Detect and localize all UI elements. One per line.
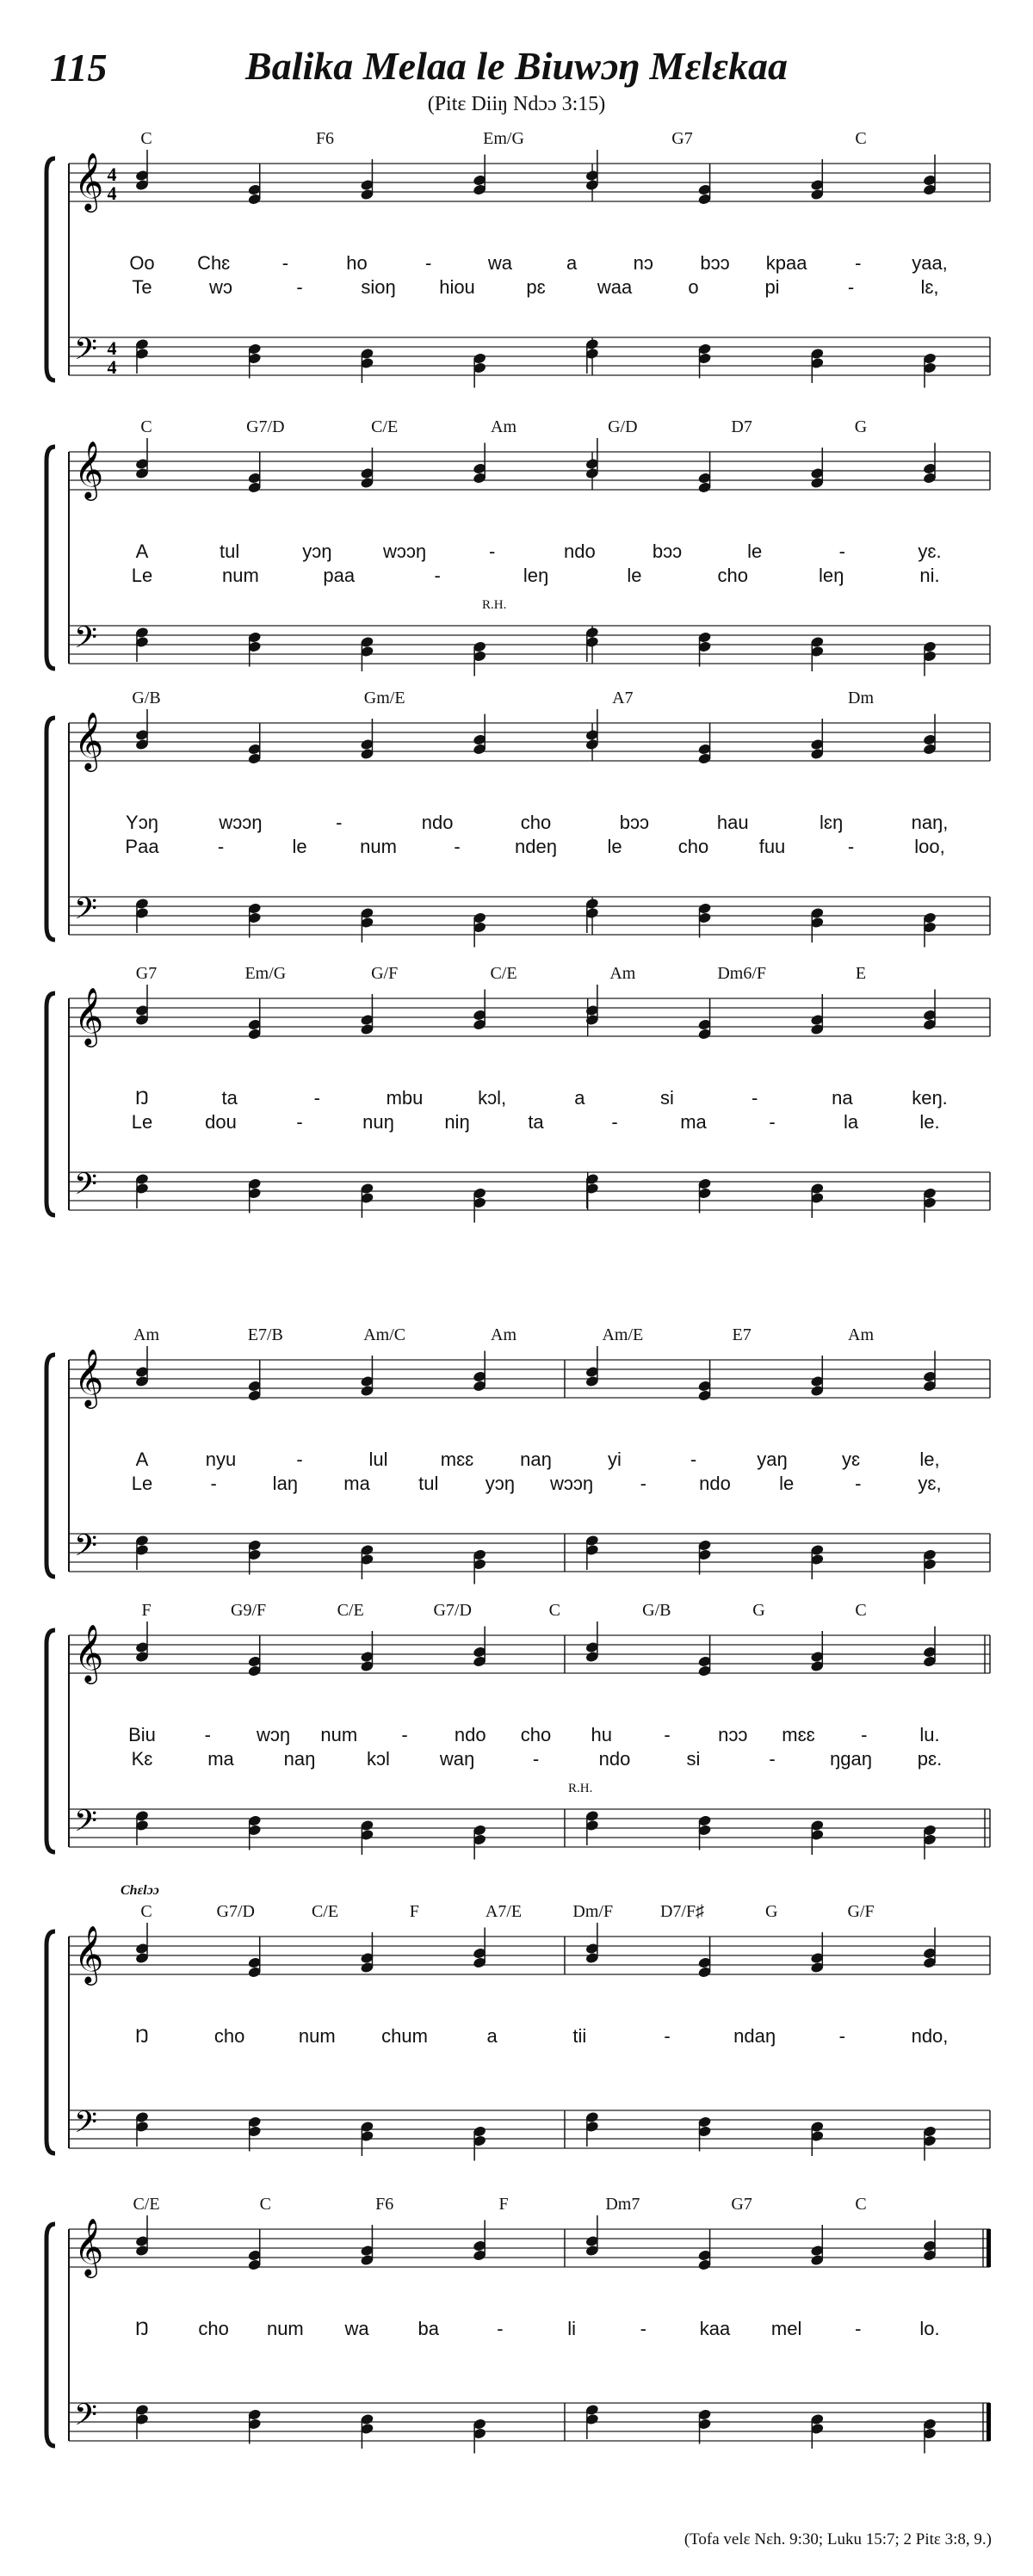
lyric-verse-1: - xyxy=(281,252,289,274)
lyric-verse-2: le xyxy=(779,1473,795,1494)
lyric-verse-1: kpaa xyxy=(765,252,807,274)
lyric-verse-2: pɛ xyxy=(526,276,546,298)
lyric-verse-2: leŋ xyxy=(818,565,844,586)
chord-symbol: Am xyxy=(491,417,516,436)
chord-symbol: Am xyxy=(848,1325,874,1344)
lyric-verse-2: ma xyxy=(343,1473,370,1494)
staff-graphics xyxy=(0,129,1033,413)
lyric-verse-1: tul xyxy=(220,541,240,562)
lyric-verse-2: le xyxy=(607,836,622,857)
lyric-verse-2: - xyxy=(296,276,303,298)
cross-references: (Tofa velɛ Nɛh. 9:30; Luku 15:7; 2 Pitɛ 3:8, 9.) xyxy=(684,2530,992,2548)
bass-clef-icon: 𝄢 xyxy=(74,1803,98,1845)
chord-symbol: C xyxy=(140,129,152,148)
lyric-verse-2: wɔɔŋ xyxy=(550,1473,594,1494)
lyric-verse-2: Le xyxy=(131,1473,153,1494)
lyric-verse-1: - xyxy=(855,2318,862,2339)
lyric-verse-1: wɔŋ xyxy=(256,1724,291,1745)
chord-symbol: C xyxy=(855,129,867,148)
lyric-verse-1: na xyxy=(832,1087,853,1109)
lyric-verse-2: pi xyxy=(764,276,780,298)
lyric-verse-2: niŋ xyxy=(444,1111,470,1133)
lyric-verse-2: le. xyxy=(919,1111,940,1133)
lyric-verse-2: loo, xyxy=(914,836,945,857)
lyric-verse-1: A xyxy=(135,541,149,562)
lyric-verse-2: num xyxy=(221,565,259,586)
lyric-verse-1: hu xyxy=(591,1724,612,1745)
bass-clef-icon: 𝄢 xyxy=(74,620,98,662)
score-system-4 xyxy=(0,964,1033,1248)
chord-symbol: C xyxy=(855,2195,867,2214)
staff-graphics xyxy=(0,964,1033,1248)
lyric-verse-1: mbu xyxy=(386,1087,424,1109)
chord-symbol: F6 xyxy=(315,129,335,148)
lyric-verse-1: tii xyxy=(572,2025,587,2047)
lyric-verse-2: kɔl xyxy=(367,1748,390,1770)
lyric-verse-2: o xyxy=(688,276,699,298)
system-bracket xyxy=(46,718,55,940)
chord-symbol: Am/E xyxy=(602,1325,644,1344)
final-barline xyxy=(987,2403,991,2441)
lyric-verse-2: - xyxy=(847,276,855,298)
lyric-verse-1: mɛɛ xyxy=(440,1449,474,1470)
treble-clef-icon: 𝄞 xyxy=(74,1623,104,1682)
chord-symbol: D7/F♯ xyxy=(659,1902,705,1921)
lyric-verse-1: Ŋ xyxy=(135,2318,149,2339)
lyric-verse-2: - xyxy=(855,1473,862,1494)
chord-symbol: Dm7 xyxy=(605,2195,640,2214)
lyric-verse-1: a xyxy=(566,252,578,274)
score-system-1 xyxy=(0,129,1033,413)
staff-graphics xyxy=(0,2195,1033,2479)
bass-clef-icon: 𝄢 xyxy=(74,2104,98,2147)
lyric-verse-2: nuŋ xyxy=(362,1111,394,1133)
chord-symbol: E7 xyxy=(732,1325,752,1344)
lyric-verse-1: Biu xyxy=(128,1724,156,1745)
lyric-verse-1: ndo, xyxy=(911,2025,949,2047)
lyric-verse-1: ndo xyxy=(454,1724,486,1745)
lyric-verse-1: - xyxy=(401,1724,408,1745)
chord-symbol: G/B xyxy=(642,1601,671,1620)
lyric-verse-1: Yɔŋ xyxy=(126,812,158,833)
lyric-verse-2: Le xyxy=(131,565,153,586)
lyric-verse-1: - xyxy=(488,541,496,562)
lyric-verse-2: yɛ, xyxy=(918,1473,942,1494)
score-system-6 xyxy=(0,1601,1033,1885)
lyric-verse-2: lɛ, xyxy=(920,276,939,298)
lyric-verse-2: ndo xyxy=(598,1748,631,1770)
lyric-verse-2: ta xyxy=(528,1111,544,1133)
lyric-verse-2: - xyxy=(847,836,855,857)
lyric-verse-2: pɛ. xyxy=(917,1748,943,1770)
lyric-verse-1: ndo xyxy=(421,812,454,833)
lyric-verse-2: Le xyxy=(131,1111,153,1133)
lyric-verse-2: ma xyxy=(680,1111,707,1133)
lyric-verse-1: yaŋ xyxy=(757,1449,788,1470)
chord-symbol: G xyxy=(854,417,868,436)
chord-symbol: F xyxy=(409,1902,419,1921)
chord-symbol: C/E xyxy=(371,417,399,436)
lyric-verse-2: ndeŋ xyxy=(515,836,557,857)
lyric-verse-1: wa xyxy=(487,252,512,274)
score-system-2 xyxy=(0,417,1033,701)
system-bracket xyxy=(46,158,55,380)
lyric-verse-1: Oo xyxy=(129,252,155,274)
lyric-verse-2: ni. xyxy=(919,565,940,586)
chord-symbol: G7 xyxy=(731,2195,752,2214)
lyric-verse-1: num xyxy=(320,1724,358,1745)
right-hand-marking: R.H. xyxy=(568,1782,593,1795)
chord-symbol: E7/B xyxy=(247,1325,283,1344)
lyric-verse-2: - xyxy=(210,1473,217,1494)
chord-symbol: G7/D xyxy=(216,1902,255,1921)
lyric-verse-2: si xyxy=(686,1748,701,1770)
lyric-verse-1: Ŋ xyxy=(135,2025,149,2047)
chord-symbol: Am xyxy=(133,1325,159,1344)
staff-graphics xyxy=(0,1325,1033,1609)
chord-symbol: E xyxy=(855,964,867,983)
chord-symbol: Am xyxy=(609,964,636,983)
lyric-verse-2: - xyxy=(769,1748,776,1770)
lyric-verse-1: lul xyxy=(368,1449,388,1470)
time-signature: 4 xyxy=(107,164,117,185)
lyric-verse-2: cho xyxy=(677,836,709,857)
lyric-verse-1: - xyxy=(640,2318,646,2339)
lyric-verse-2: le xyxy=(292,836,307,857)
treble-clef-icon: 𝄞 xyxy=(74,711,104,769)
system-bracket xyxy=(46,447,55,669)
lyric-verse-1: kaa xyxy=(699,2318,731,2339)
lyric-verse-1: Ŋ xyxy=(135,1087,149,1109)
lyric-verse-1: - xyxy=(296,1449,303,1470)
chord-symbol: C/E xyxy=(490,964,517,983)
chord-symbol: G9/F xyxy=(231,1601,267,1620)
chord-symbol: Dm6/F xyxy=(717,964,766,983)
lyric-verse-2: laŋ xyxy=(272,1473,299,1494)
lyric-verse-1: wɔɔŋ xyxy=(219,812,263,833)
lyric-verse-1: naŋ, xyxy=(911,812,949,833)
lyric-verse-1: Chɛ xyxy=(197,252,231,274)
chord-symbol: C xyxy=(140,1902,152,1921)
lyric-verse-1: lo. xyxy=(919,2318,940,2339)
lyric-verse-1: mɛɛ xyxy=(782,1724,815,1745)
lyric-verse-1: bɔɔ xyxy=(619,812,649,833)
hymn-title: Balika Melaa le Biuwɔŋ Mɛlɛkaa xyxy=(245,44,788,88)
lyric-verse-1: nɔ xyxy=(633,252,653,274)
lyric-verse-1: - xyxy=(425,252,432,274)
chord-symbol: G/D xyxy=(608,417,638,436)
scripture-reference: (Pitɛ Diiŋ Ndɔɔ 3:15) xyxy=(427,93,606,115)
lyric-verse-1: kɔl, xyxy=(478,1087,507,1109)
lyric-verse-1: nɔɔ xyxy=(718,1724,748,1745)
lyric-verse-1: le xyxy=(747,541,763,562)
final-barline xyxy=(987,2229,991,2267)
chord-symbol: G7/D xyxy=(433,1601,472,1620)
lyric-verse-2: Kɛ xyxy=(131,1748,153,1770)
lyric-verse-1: - xyxy=(497,2318,504,2339)
lyric-verse-1: - xyxy=(690,1449,697,1470)
chord-symbol: G/B xyxy=(132,689,161,707)
lyric-verse-2: ndo xyxy=(699,1473,731,1494)
time-signature: 4 xyxy=(107,356,117,378)
lyric-verse-2: ma xyxy=(207,1748,234,1770)
lyric-verse-1: yɛ. xyxy=(918,541,942,562)
chord-symbol: Dm xyxy=(848,689,874,707)
chord-symbol: D7 xyxy=(731,417,752,436)
lyric-verse-2: - xyxy=(296,1111,303,1133)
lyric-verse-2: fuu xyxy=(758,836,786,857)
lyric-verse-1: cho xyxy=(198,2318,229,2339)
lyric-verse-1: yaa, xyxy=(912,252,948,274)
treble-clef-icon: 𝄞 xyxy=(74,2217,104,2276)
lyric-verse-2: ŋgaŋ xyxy=(830,1748,872,1770)
chord-symbol: Dm/F xyxy=(572,1902,614,1921)
lyric-verse-1: hau xyxy=(716,812,749,833)
score-system-7 xyxy=(0,1883,1033,2186)
system-bracket xyxy=(46,1630,55,1852)
lyric-verse-2: - xyxy=(434,565,441,586)
bass-clef-icon: 𝄢 xyxy=(74,2397,98,2439)
treble-clef-icon: 𝄞 xyxy=(74,151,104,210)
lyric-verse-2: sioŋ xyxy=(361,276,396,298)
lyric-verse-1: wɔɔŋ xyxy=(382,541,427,562)
lyric-verse-1: li xyxy=(567,2318,576,2339)
chord-symbol: C xyxy=(548,1601,560,1620)
lyric-verse-1: - xyxy=(751,1087,758,1109)
lyric-verse-1: bɔɔ xyxy=(652,541,683,562)
lyric-verse-1: wa xyxy=(344,2318,369,2339)
lyric-verse-1: - xyxy=(855,252,862,274)
lyric-verse-2: - xyxy=(640,1473,646,1494)
time-signature: 4 xyxy=(107,337,117,359)
chord-symbol: C xyxy=(259,2195,271,2214)
chord-symbol: Am xyxy=(491,1325,516,1344)
chord-symbol: A7 xyxy=(612,689,634,707)
chord-symbol: Em/G xyxy=(244,964,287,983)
lyric-verse-1: cho xyxy=(520,1724,552,1745)
lyric-verse-1: cho xyxy=(213,2025,245,2047)
lyric-verse-2: naŋ xyxy=(283,1748,316,1770)
system-bracket xyxy=(46,2224,55,2446)
lyric-verse-1: bɔɔ xyxy=(700,252,730,274)
lyric-verse-2: paa xyxy=(323,565,356,586)
lyric-verse-1: naŋ xyxy=(520,1449,552,1470)
system-bracket xyxy=(46,993,55,1215)
lyric-verse-1: si xyxy=(660,1087,674,1109)
treble-clef-icon: 𝄞 xyxy=(74,986,104,1045)
treble-clef-icon: 𝄞 xyxy=(74,1348,104,1406)
lyric-verse-2: num xyxy=(360,836,397,857)
lyric-verse-2: - xyxy=(769,1111,776,1133)
chord-symbol: Em/G xyxy=(483,129,524,148)
chord-symbol: Am/C xyxy=(363,1325,406,1344)
lyric-verse-2: hiou xyxy=(439,276,475,298)
staff-graphics xyxy=(0,417,1033,701)
lyric-verse-1: a xyxy=(486,2025,498,2047)
lyric-verse-1: ta xyxy=(221,1087,238,1109)
chord-symbol: G xyxy=(765,1902,778,1921)
lyric-verse-1: lu. xyxy=(919,1724,940,1745)
chord-symbol: F xyxy=(141,1601,152,1620)
time-signature: 4 xyxy=(107,182,117,204)
lyric-verse-1: - xyxy=(313,1087,320,1109)
chord-symbol: C xyxy=(855,1601,867,1620)
lyric-verse-1: num xyxy=(266,2318,304,2339)
lyric-verse-1: cho xyxy=(520,812,552,833)
lyric-verse-1: yi xyxy=(608,1449,622,1470)
lyric-verse-2: Paa xyxy=(125,836,159,857)
bass-clef-icon: 𝄢 xyxy=(74,891,98,933)
chord-symbol: C/E xyxy=(311,1902,339,1921)
lyric-verse-2: - xyxy=(611,1111,618,1133)
lyric-verse-2: la xyxy=(843,1111,859,1133)
chord-symbol: G7 xyxy=(135,964,158,983)
lyric-verse-1: - xyxy=(664,2025,671,2047)
lyric-verse-2: waŋ xyxy=(439,1748,475,1770)
lyric-verse-2: leŋ xyxy=(523,565,549,586)
lyric-verse-1: keŋ. xyxy=(912,1087,948,1109)
lyric-verse-1: A xyxy=(135,1449,149,1470)
treble-clef-icon: 𝄞 xyxy=(74,440,104,498)
lyric-verse-1: ho xyxy=(346,252,368,274)
score-system-3 xyxy=(0,689,1033,973)
lyric-verse-2: cho xyxy=(717,565,748,586)
lyric-verse-1: le, xyxy=(919,1449,940,1470)
bass-clef-icon: 𝄢 xyxy=(74,1528,98,1570)
lyric-verse-2: wɔ xyxy=(209,276,232,298)
lyric-verse-1: - xyxy=(336,812,343,833)
treble-clef-icon: 𝄞 xyxy=(74,1924,104,1983)
lyric-verse-1: - xyxy=(861,1724,868,1745)
lyric-verse-1: ndaŋ xyxy=(733,2025,776,2047)
hymn-number: 115 xyxy=(50,46,108,90)
lyric-verse-1: - xyxy=(664,1724,671,1745)
right-hand-marking: R.H. xyxy=(482,598,507,612)
lyric-verse-2: Te xyxy=(132,276,152,298)
lyric-verse-2: waa xyxy=(597,276,633,298)
lyric-verse-1: yɛ xyxy=(841,1449,861,1470)
lyric-verse-2: le xyxy=(627,565,642,586)
system-bracket xyxy=(46,1931,55,2153)
bass-clef-icon: 𝄢 xyxy=(74,1166,98,1208)
score-system-8 xyxy=(0,2195,1033,2479)
chord-symbol: G xyxy=(752,1601,765,1620)
lyric-verse-2: yɔŋ xyxy=(485,1473,516,1494)
section-label: Chɛlɔɔ xyxy=(121,1883,159,1898)
lyric-verse-2: tul xyxy=(418,1473,439,1494)
lyric-verse-1: num xyxy=(298,2025,336,2047)
score-system-5 xyxy=(0,1325,1033,1609)
lyric-verse-1: - xyxy=(838,541,845,562)
lyric-verse-1: ba xyxy=(418,2318,439,2339)
lyric-verse-1: lɛŋ xyxy=(820,812,844,833)
chord-symbol: C/E xyxy=(133,2195,160,2214)
chord-symbol: G7 xyxy=(671,129,693,148)
chord-symbol: G/F xyxy=(371,964,399,983)
lyric-verse-2: - xyxy=(454,836,461,857)
lyric-verse-1: - xyxy=(204,1724,211,1745)
lyric-verse-1: yɔŋ xyxy=(302,541,332,562)
lyric-verse-2: - xyxy=(532,1748,540,1770)
chord-symbol: G7/D xyxy=(246,417,285,436)
lyric-verse-2: - xyxy=(217,836,225,857)
lyric-verse-1: - xyxy=(838,2025,845,2047)
chord-symbol: G/F xyxy=(847,1902,875,1921)
chord-symbol: F6 xyxy=(375,2195,394,2214)
bass-clef-icon: 𝄢 xyxy=(74,331,98,374)
system-bracket xyxy=(46,1355,55,1577)
chord-symbol: A7/E xyxy=(485,1902,523,1921)
chord-symbol: C xyxy=(140,417,152,436)
chord-symbol: F xyxy=(498,2195,509,2214)
lyric-verse-2: dou xyxy=(205,1111,237,1133)
lyric-verse-1: ndo xyxy=(563,541,596,562)
staff-graphics xyxy=(0,1902,1033,2186)
chord-symbol: C/E xyxy=(337,1601,364,1620)
lyric-verse-1: mel xyxy=(770,2318,802,2339)
lyric-verse-1: a xyxy=(574,1087,585,1109)
chord-symbol: Gm/E xyxy=(363,689,405,707)
lyric-verse-1: nyu xyxy=(205,1449,237,1470)
lyric-verse-1: chum xyxy=(381,2025,428,2047)
